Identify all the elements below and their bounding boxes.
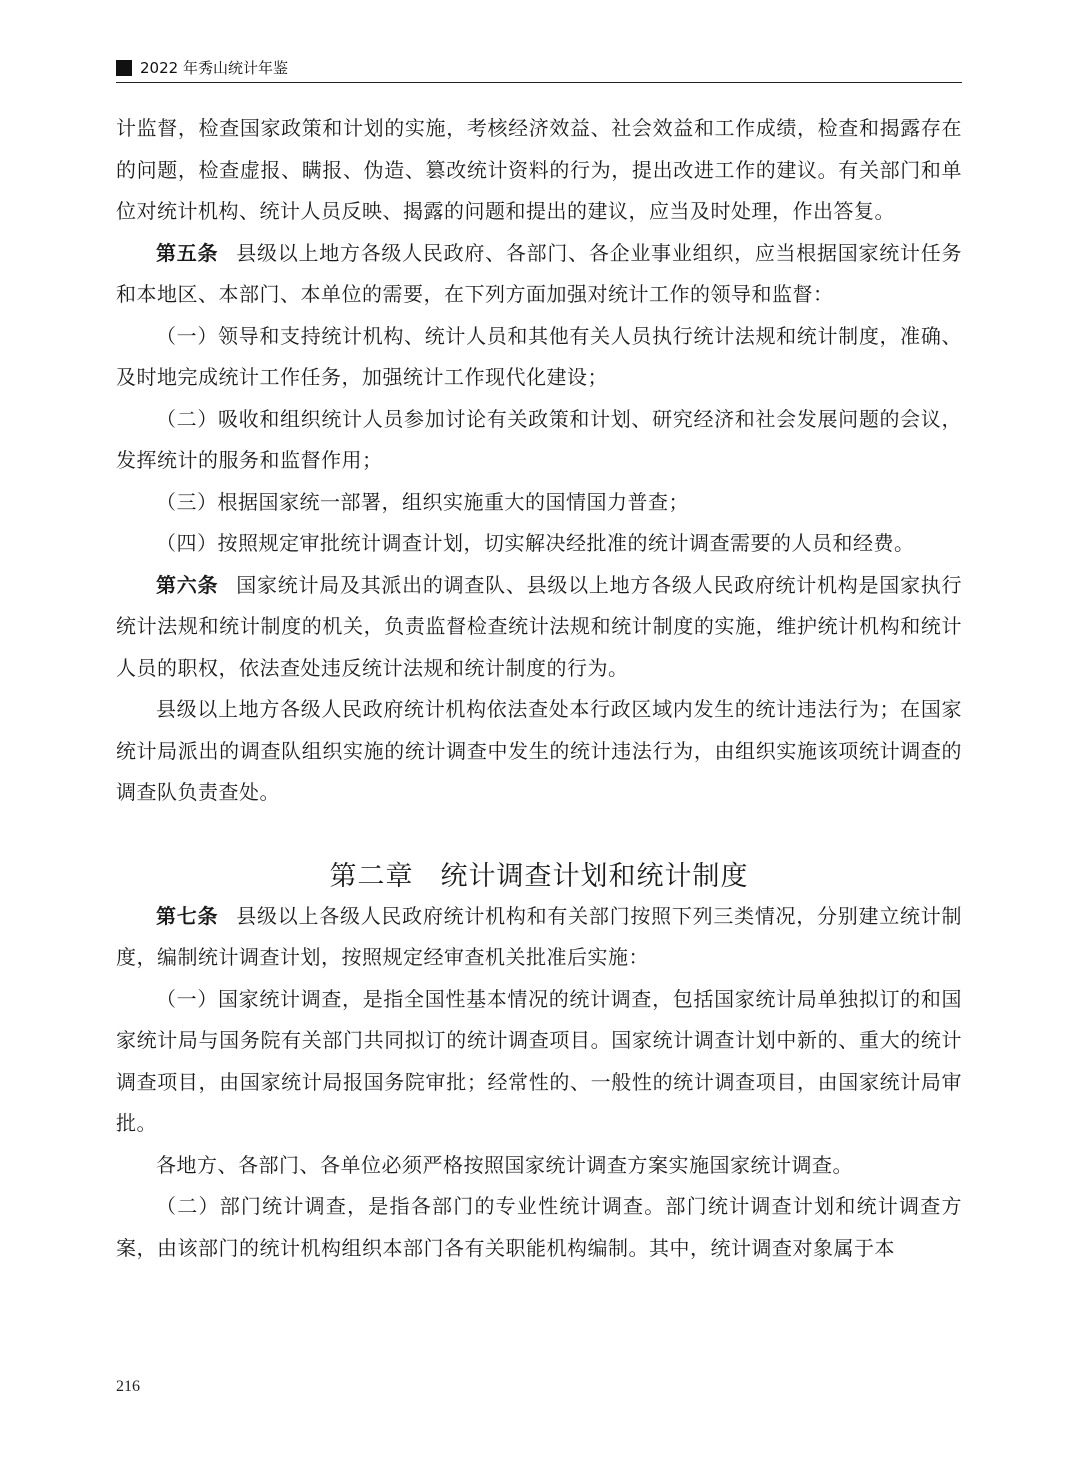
paragraph-text: （三）根据国家统一部署，组织实施重大的国情国力普查； <box>156 489 689 514</box>
paragraph <box>116 399 962 482</box>
page-content <box>116 108 962 1269</box>
page-number: 216 <box>116 1378 140 1395</box>
paragraph <box>116 689 962 814</box>
paragraph <box>116 565 962 690</box>
paragraph-text: 国家统计局及其派出的调查队、县级以上地方各级人民政府统计机构是国家执行统计法规和统计制度的机关，负责监督检查统计法规和统计制度的实施，维护统计机构和统计人员的职权，依法查处违反统计法规和统计制度的行为。 <box>116 572 963 680</box>
paragraph-text: 县级以上地方各级人民政府统计机构依法查处本行政区域内发生的统计违法行为；在国家统计局派出的调查队组织实施的统计调查中发生的统计违法行为，由组织实施该项统计调查的调查队负责查处。 <box>116 697 962 804</box>
paragraph <box>116 316 962 399</box>
paragraph <box>116 482 962 524</box>
paragraph <box>116 108 962 233</box>
paragraph <box>116 233 962 316</box>
article-number: 第五条 <box>156 240 219 265</box>
chapter-title: 统计调查计划和统计制度 <box>440 860 749 892</box>
paragraph <box>116 1145 962 1187</box>
header-square-icon <box>116 60 132 76</box>
paragraph-text: 各地方、各部门、各单位必须严格按照国家统计调查方案实施国家统计调查。 <box>156 1152 853 1177</box>
paragraph <box>116 1186 962 1269</box>
paragraph-text: （四）按照规定审批统计调查计划，切实解决经批准的统计调查需要的人员和经费。 <box>156 531 915 555</box>
paragraph <box>116 979 962 1145</box>
paragraph-text: （一）领导和支持统计机构、统计人员和其他有关人员执行统计法规和统计制度，准确、及时地完成统计工作任务，加强统计工作现代化建设； <box>116 323 962 389</box>
chapter-number: 第二章 <box>329 860 414 892</box>
header-title: 2022 年秀山统计年鉴 <box>140 59 288 77</box>
paragraph-text: 计监督，检查国家政策和计划的实施，考核经济效益、社会效益和工作成绩，检查和揭露存在的问题，检查虚报、瞒报、伪造、篡改统计资料的行为，提出改进工作的建议。有关部门和单位对统计机构、统计人员反映、揭露的问题和提出的建议，应当及时处理，作出答复。 <box>116 116 962 223</box>
paragraph-text: （二）部门统计调查，是指各部门的专业性统计调查。部门统计调查计划和统计调查方案，由该部门的统计机构组织本部门各有关职能机构编制。其中，统计调查对象属于本 <box>116 1194 962 1260</box>
paragraph <box>116 523 962 565</box>
paragraph-text: （一）国家统计调查，是指全国性基本情况的统计调查，包括国家统计局单独拟订的和国家统计局与国务院有关部门共同拟订的统计调查项目。国家统计调查计划中新的、重大的统计调查项目，由国家统计局报国务院审批；经常性的、一般性的统计调查项目，由国家统计局审批。 <box>116 986 962 1135</box>
running-header <box>116 58 962 83</box>
paragraph-text: 县级以上各级人民政府统计机构和有关部门按照下列三类情况，分别建立统计制度，编制统计调查计划，按照规定经审查机关批准后实施： <box>116 903 963 969</box>
article-number: 第七条 <box>156 903 219 928</box>
article-number: 第六条 <box>156 572 219 597</box>
paragraph <box>116 896 962 979</box>
chapter-heading <box>116 858 962 896</box>
paragraph-text: （二）吸收和组织统计人员参加讨论有关政策和计划、研究经济和社会发展问题的会议，发挥统计的服务和监督作用； <box>116 406 962 472</box>
paragraph-text: 县级以上地方各级人民政府、各部门、各企业事业组织，应当根据国家统计任务和本地区、本部门、本单位的需要，在下列方面加强对统计工作的领导和监督： <box>116 240 963 306</box>
